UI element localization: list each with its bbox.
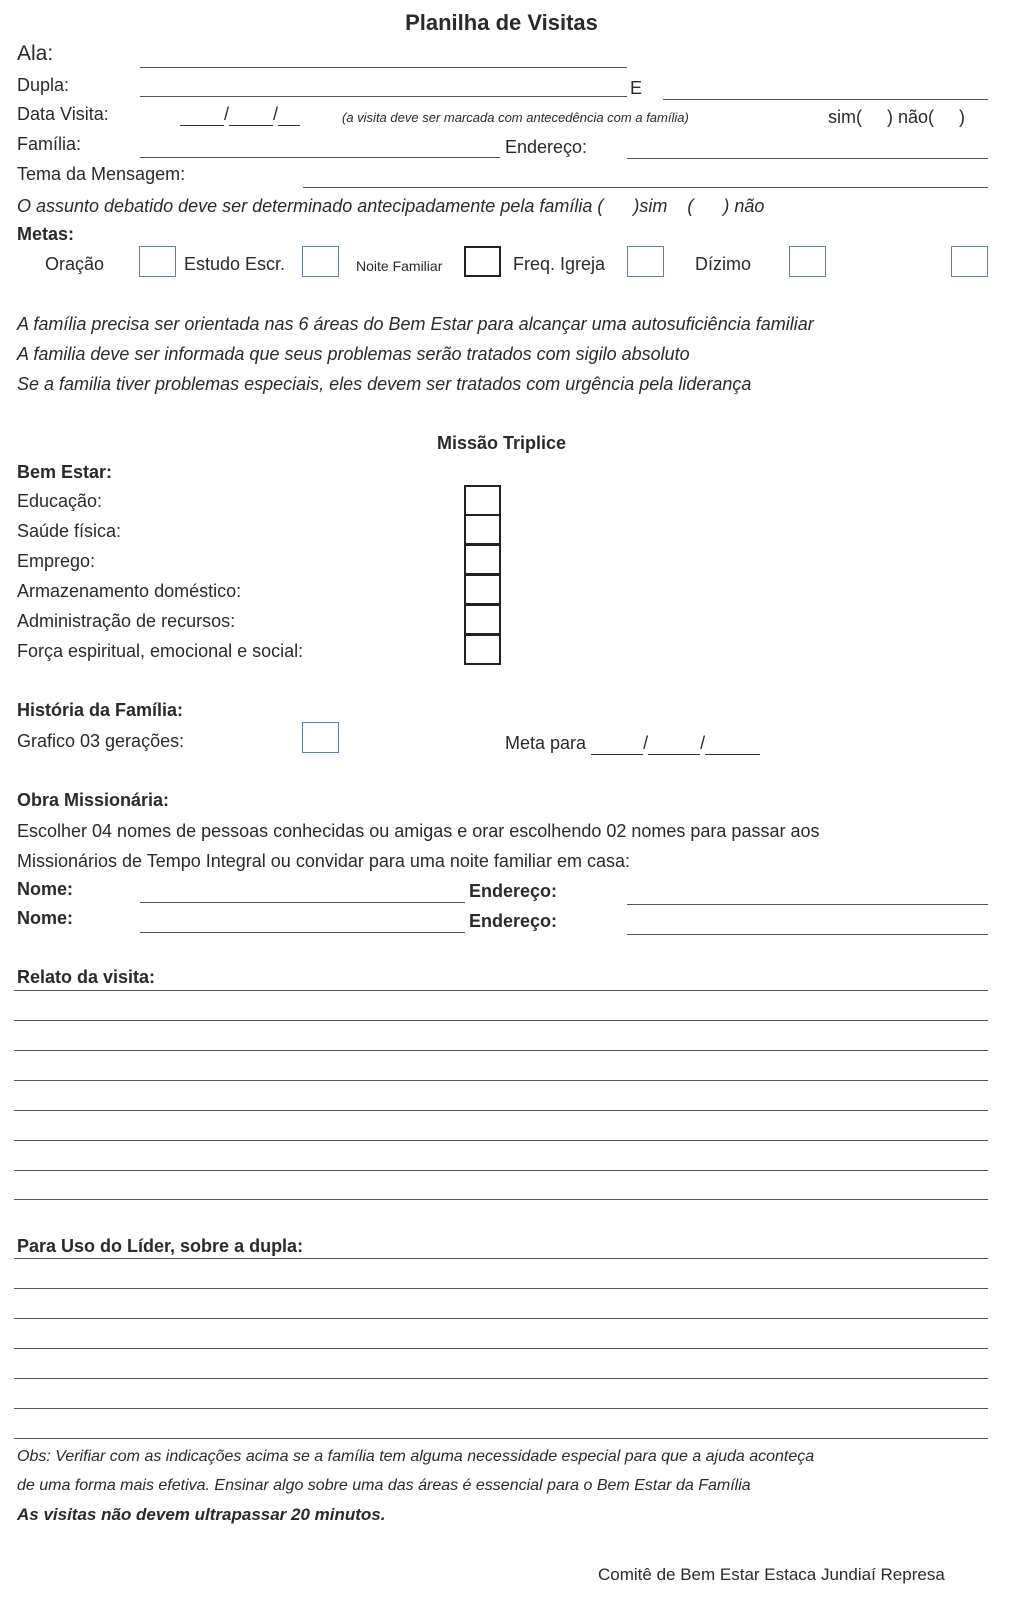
note-line: Se a familia tiver problemas especiais, eles devem ser tratados com urgência pela liderança — [17, 374, 752, 394]
tema-label: Tema da Mensagem: — [17, 164, 186, 184]
data-visita-field[interactable] — [180, 104, 300, 126]
lider-line[interactable] — [14, 1438, 988, 1439]
bem-estar-item: Emprego: — [17, 551, 96, 571]
meta-label-dizimo: Dízimo — [695, 254, 752, 274]
bem-estar-checkbox[interactable] — [464, 604, 501, 635]
relato-line[interactable] — [14, 1199, 988, 1200]
ala-field[interactable] — [140, 67, 627, 68]
meta-para-field[interactable] — [505, 733, 760, 755]
date-slash: / — [643, 733, 649, 753]
note-line: A familia deve ser informada que seus problemas serão tratados com sigilo absoluto — [17, 344, 690, 364]
relato-line[interactable] — [14, 990, 988, 991]
missao-heading: Missão Triplice — [436, 433, 567, 453]
date-slash: / — [224, 104, 230, 124]
grafico-label: Grafico 03 gerações: — [17, 731, 185, 751]
dupla-field-2[interactable] — [663, 99, 988, 100]
relato-line[interactable] — [14, 1080, 988, 1081]
nome-label: Nome: — [17, 879, 74, 899]
meta-label-estudo: Estudo Escr. — [184, 254, 286, 274]
obra-endereco-label: Endereço: — [469, 881, 558, 901]
endereco-label: Endereço: — [505, 137, 588, 157]
bem-estar-checkbox[interactable] — [464, 485, 501, 516]
obs-bold-note: As visitas não devem ultrapassar 20 minutos. — [17, 1505, 386, 1524]
meta-checkbox-extra[interactable] — [951, 246, 988, 277]
obra-endereco-field-2[interactable] — [627, 934, 988, 935]
obra-label: Obra Missionária: — [17, 790, 170, 810]
meta-checkbox-estudo[interactable] — [302, 246, 339, 277]
lider-label: Para Uso do Líder, sobre a dupla: — [17, 1236, 304, 1256]
lider-line[interactable] — [14, 1408, 988, 1409]
data-visita-label: Data Visita: — [17, 104, 109, 124]
relato-line[interactable] — [14, 1020, 988, 1021]
note-line: A família precisa ser orientada nas 6 áreas do Bem Estar para alcançar uma autosuficiência familiar — [17, 314, 814, 334]
meta-checkbox-freq[interactable] — [627, 246, 664, 277]
endereco-field[interactable] — [627, 158, 988, 159]
relato-line[interactable] — [14, 1170, 988, 1171]
obra-endereco-label: Endereço: — [469, 911, 558, 931]
obra-text: Escolher 04 nomes de pessoas conhecidas ou amigas e orar escolhendo 02 nomes para passar aos — [17, 821, 820, 841]
meta-label-noite: Noite Familiar — [356, 258, 443, 274]
ala-label: Ala: — [17, 42, 54, 65]
meta-checkbox-noite[interactable] — [464, 246, 501, 277]
obra-endereco-field-1[interactable] — [627, 904, 988, 905]
dupla-field-1[interactable] — [140, 96, 627, 97]
sim-nao-options[interactable]: sim( ) não( ) — [828, 107, 966, 127]
relato-line[interactable] — [14, 1140, 988, 1141]
assunto-text: O assunto debatido deve ser determinado antecipadamente pela família ( )sim ( ) não — [17, 196, 765, 216]
obs-line: de uma forma mais efetiva. Ensinar algo sobre uma das áreas é essencial para o Bem Estar da Família — [17, 1477, 751, 1494]
lider-line[interactable] — [14, 1378, 988, 1379]
nome-field-2[interactable] — [140, 932, 465, 933]
lider-line[interactable] — [14, 1348, 988, 1349]
lider-line[interactable] — [14, 1258, 988, 1259]
tema-field[interactable] — [303, 187, 988, 188]
lider-line[interactable] — [14, 1288, 988, 1289]
footer-committee: Comitê de Bem Estar Estaca Jundiaí Represa — [598, 1565, 945, 1584]
page-title: Planilha de Visitas — [405, 10, 598, 35]
meta-checkbox-dizimo[interactable] — [789, 246, 826, 277]
meta-label-oracao: Oração — [45, 254, 105, 274]
relato-label: Relato da visita: — [17, 967, 156, 987]
lider-line[interactable] — [14, 1318, 988, 1319]
bem-estar-item: Administração de recursos: — [17, 611, 236, 631]
bem-estar-item: Saúde física: — [17, 521, 122, 541]
bem-estar-label: Bem Estar: — [17, 462, 113, 482]
data-visita-note: (a visita deve ser marcada com antecedência com a família) — [342, 110, 689, 125]
obs-line: Obs: Verifiar com as indicações acima se a família tem alguma necessidade especial para que a ajuda aconteça — [17, 1448, 815, 1465]
bem-estar-checkbox[interactable] — [464, 514, 501, 545]
bem-estar-item: Armazenamento doméstico: — [17, 581, 242, 601]
familia-field[interactable] — [140, 157, 500, 158]
bem-estar-item: Educação: — [17, 491, 103, 511]
meta-checkbox-oracao[interactable] — [139, 246, 176, 277]
bem-estar-item: Força espiritual, emocional e social: — [17, 641, 304, 661]
obra-text: Missionários de Tempo Integral ou convidar para uma noite familiar em casa: — [17, 851, 630, 871]
bem-estar-checkbox[interactable] — [464, 544, 501, 575]
nome-field-1[interactable] — [140, 902, 465, 903]
meta-para-label: Meta para — [505, 733, 587, 753]
bem-estar-checkbox[interactable] — [464, 634, 501, 665]
meta-label-freq: Freq. Igreja — [513, 254, 606, 274]
dupla-e-label: E — [630, 78, 643, 98]
dupla-label: Dupla: — [17, 75, 70, 95]
relato-line[interactable] — [14, 1110, 988, 1111]
familia-label: Família: — [17, 134, 82, 154]
relato-line[interactable] — [14, 1050, 988, 1051]
bem-estar-checkbox[interactable] — [464, 574, 501, 605]
nome-label: Nome: — [17, 908, 74, 928]
historia-label: História da Família: — [17, 700, 184, 720]
grafico-checkbox[interactable] — [302, 722, 339, 753]
metas-label: Metas: — [17, 224, 75, 244]
date-slash: / — [273, 104, 279, 124]
date-slash: / — [700, 733, 706, 753]
